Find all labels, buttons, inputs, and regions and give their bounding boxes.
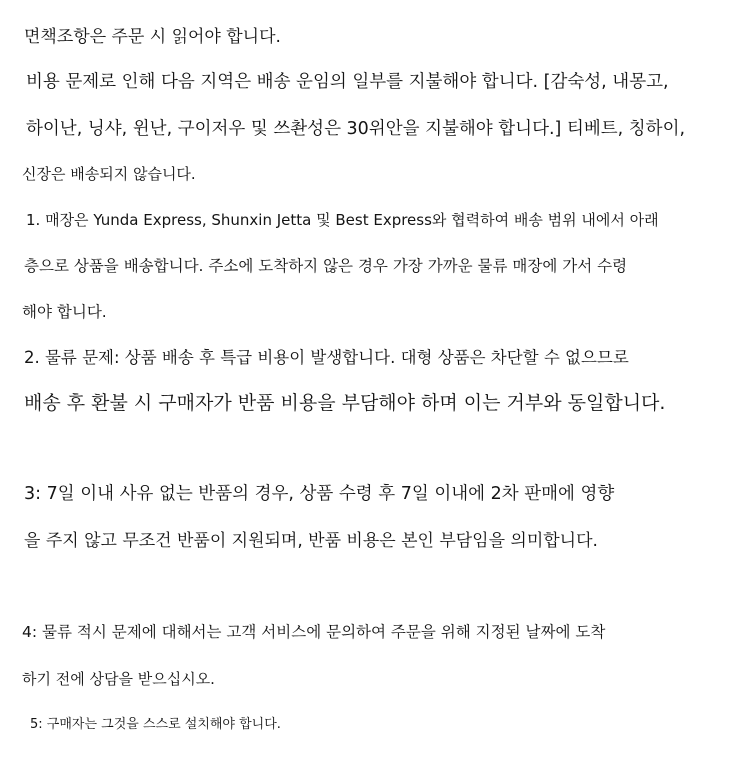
item-4-line-2: 하기 전에 상담을 받으십시오. [22, 670, 215, 688]
item-2-line-1: 2. 물류 문제: 상품 배송 후 특급 비용이 발생합니다. 대형 상품은 차단할 수 없으므로 [24, 348, 629, 367]
item-3-line-1: 3: 7일 이내 사유 없는 반품의 경우, 상품 수령 후 7일 이내에 2차 판매에 영향 [24, 484, 615, 504]
item-5-line-1: 5: 구매자는 그것을 스스로 설치해야 합니다. [30, 717, 281, 732]
item-1-line-1: 1. 매장은 Yunda Express, Shunxin Jetta 및 Best Express와 협력하여 배송 범위 내에서 아래 [26, 211, 659, 229]
shipping-fee-line-2: 하이난, 닝샤, 윈난, 구이저우 및 쓰촨성은 30위안을 지불해야 합니다.] 티베트, 칭하이, [26, 119, 686, 139]
item-4-line-1: 4: 물류 적시 문제에 대해서는 고객 서비스에 문의하여 주문을 위해 지정된 날짜에 도착 [22, 623, 606, 641]
shipping-fee-line-1: 비용 문제로 인해 다음 지역은 배송 운임의 일부를 지불해야 합니다. [감숙성, 내몽고, [26, 72, 669, 92]
disclaimer-heading: 면책조항은 주문 시 읽어야 합니다. [24, 27, 281, 47]
item-3-line-2: 을 주지 않고 무조건 반품이 지원되며, 반품 비용은 본인 부담임을 의미합니다. [24, 531, 598, 551]
item-1-line-3: 해야 합니다. [22, 303, 107, 321]
shipping-fee-line-3: 신장은 배송되지 않습니다. [22, 165, 196, 183]
item-1-line-2: 층으로 상품을 배송합니다. 주소에 도착하지 않은 경우 가장 가까운 물류 매장에 가서 수령 [24, 257, 628, 275]
item-2-line-2: 배송 후 환불 시 구매자가 반품 비용을 부담해야 하며 이는 거부와 동일합니다. [24, 392, 666, 414]
